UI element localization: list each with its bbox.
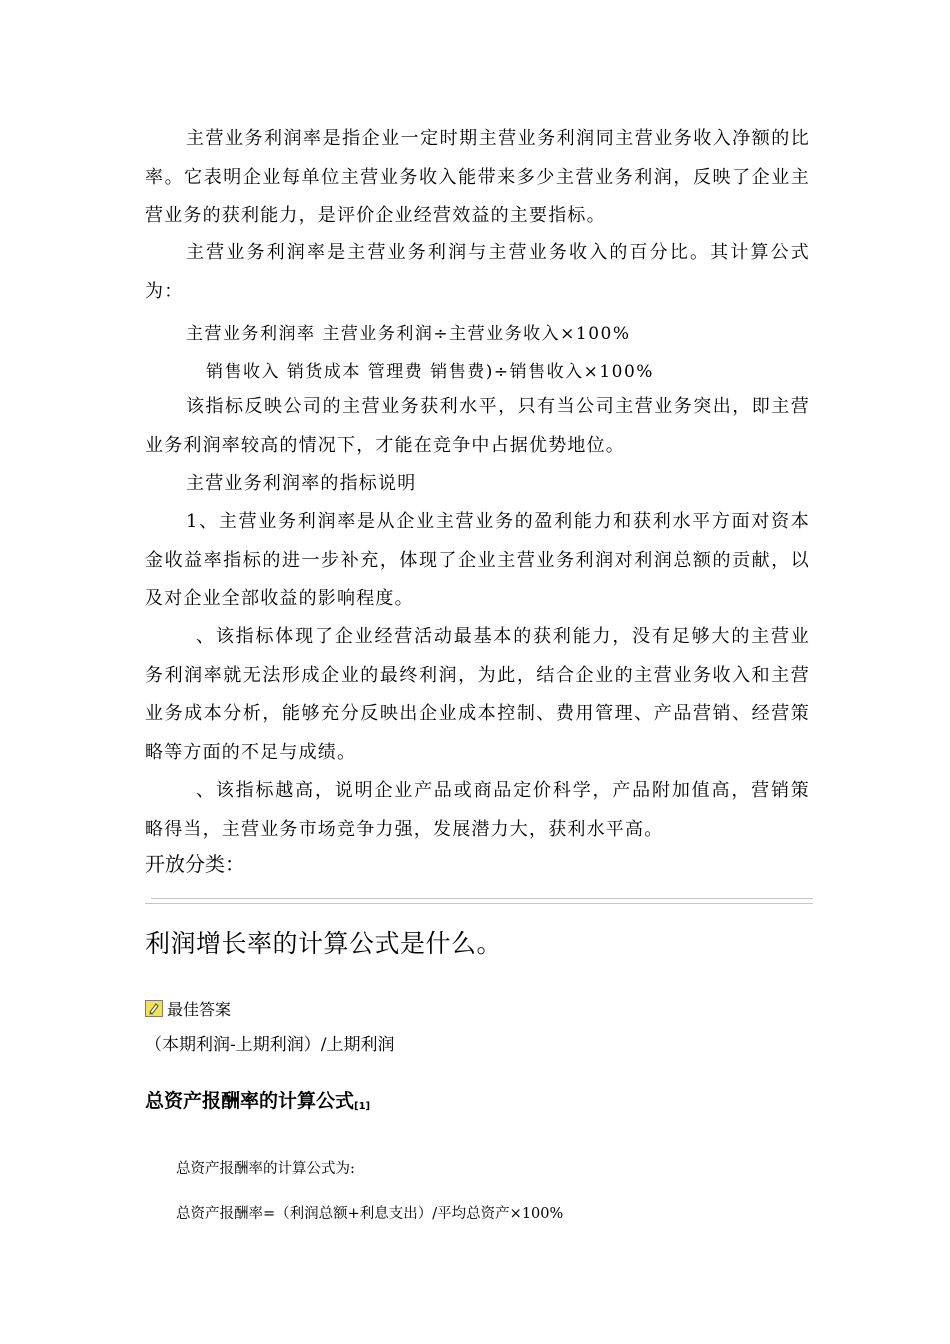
best-answer-text: （本期利润-上期利润）/上期利润 [145,1035,395,1055]
formula-text: 总资产报酬率=（利润总额+利息支出）/平均总资产×100% [176,1206,564,1222]
pencil-note-icon [145,1000,163,1017]
formula-line-1: 主营业务利润率 主营业务利润÷主营业务收入×100% [186,324,631,344]
divider-dot [145,897,151,903]
best-answer-label: 最佳答案 [167,1000,232,1019]
formula-intro-text: 总资产报酬率的计算公式为: [176,1161,355,1177]
paragraph-point-2: 、该指标体现了企业经营活动最基本的获利能力，没有足够大的主营业务利润率就无法形成企业的最终利润，为此，结合企业的主营业务收入和主营业务成本分析，能够充分反映出企业成本控制、费用管理、产品营销、经营策略等方面的不足与成绩。 [145,626,810,763]
section-heading [145,1086,370,1113]
section-heading-text: 总资产报酬率的计算公式 [145,1090,355,1112]
paragraph-indicator-heading: 主营业务利润率的指标说明 [186,473,417,494]
paragraph-formula-intro: 主营业务利润率是主营业务利润与主营业务收入的百分比。其计算公式为： [145,242,810,302]
reference-link[interactable]: [1] [354,1101,371,1112]
paragraph-indicator-meaning: 该指标反映公司的主营业务获利水平，只有当公司主营业务突出，即主营业务利润率较高的情况下，才能在竞争中占据优势地位。 [145,396,810,456]
best-answer-label-row [145,997,231,1020]
section-divider [145,898,813,904]
open-category-label: 开放分类： [145,852,245,876]
question-title: 利润增长率的计算公式是什么。 [145,929,503,958]
formula-line-2: 销售收入 销货成本 管理费 销售费)÷销售收入×100% [206,362,654,382]
paragraph-point-3: 、该指标越高，说明企业产品或商品定价科学，产品附加值高，营销策略得当，主营业务市场竞争力强，发展潜力大，获利水平高。 [145,780,810,840]
paragraph-point-1: 1、主营业务利润率是从企业主营业务的盈利能力和获利水平方面对资本金收益率指标的进一步补充，体现了企业主营业务利润对利润总额的贡献，以及对企业全部收益的影响程度。 [145,511,810,609]
paragraph-definition: 主营业务利润率是指企业一定时期主营业务利润同主营业务收入净额的比率。它表明企业每单位主营业务收入能带来多少主营业务利润，反映了企业主营业务的获利能力，是评价企业经营效益的主要指标。 [145,128,810,226]
